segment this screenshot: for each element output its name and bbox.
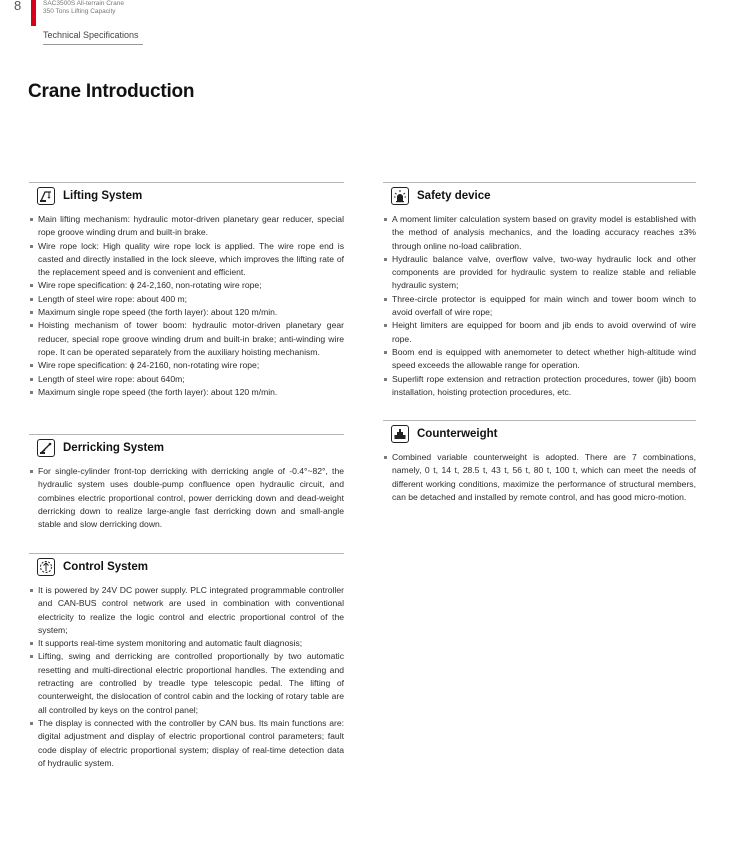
list-item: Main lifting mechanism: hydraulic motor-driven planetary gear reducer, special rope groove winding drum and built-in brake. [29,213,344,240]
section-header [29,439,344,457]
item-list [29,584,344,770]
page-title: Crane Introduction [28,80,195,102]
section-title: Lifting System [63,190,143,202]
list-item: Height limiters are equipped for boom and jib ends to avoid overwind of wire rope. [383,319,696,346]
section-header [383,187,696,205]
control-icon [37,558,55,576]
section-title: Derricking System [63,442,164,454]
list-item: It supports real-time system monitoring and automatic fault diagnosis; [29,637,344,650]
product-name: SAC3500S All-terrain Crane [43,0,124,7]
page-number: 8 [14,0,22,13]
section-derricking-system [29,434,344,531]
counterweight-icon [391,425,409,443]
list-item: It is powered by 24V DC power supply. PLC integrated programmable controller and CAN-BUS control network are used in combination with conventional electricity to realize the logic control and electric proportional control of the system; [29,584,344,637]
item-list [383,451,696,504]
section-lifting-system [29,182,344,399]
section-control-system [29,553,344,770]
section-header [29,558,344,576]
accent-bar [31,0,36,26]
list-item: Maximum single rope speed (the forth layer): about 120 m/min. [29,306,344,319]
list-item: Length of steel wire rope: about 640m; [29,373,344,386]
list-item: Superlift rope extension and retraction protection procedures, tower (jib) boom installation, hoisting protection procedures, etc. [383,373,696,400]
section-title: Control System [63,561,148,573]
safety-icon [391,187,409,205]
section-rule [29,182,344,183]
header-divider [43,44,143,45]
list-item: Wire rope specification: ϕ 24-2160, non-rotating wire rope; [29,359,344,372]
section-rule [383,182,696,183]
section-rule [383,420,696,421]
lifting-icon [37,187,55,205]
derricking-icon [37,439,55,457]
list-item: The display is connected with the controller by CAN bus. Its main functions are: digital adjustment and display of electric proportional control parameters; fault code display of electric proportional system; display of real-time detection data of hydraulic system. [29,717,344,770]
list-item: For single-cylinder front-top derricking with derricking angle of -0.4°~82°, the hydraulic system uses double-pump confluence open hydraulic circuit, and combines electric proportional control, power derricking down and dead-weight derricking down to realize large-angle fast derricking down and small-angle stable and slow derricking down. [29,465,344,531]
section-rule [29,434,344,435]
item-list [29,213,344,399]
section-title: Counterweight [417,428,498,440]
product-capacity: 350 Tons Lifting Capacity [43,8,116,15]
section-header [383,425,696,443]
list-item: Three-circle protector is equipped for main winch and tower boom winch to avoid overfall of wire rope; [383,293,696,320]
list-item: Hydraulic balance valve, overflow valve, two-way hydraulic lock and other components are provided for hydraulic system to realize stable and reliable hydraulic system; [383,253,696,293]
list-item: Wire rope lock: High quality wire rope lock is applied. The wire rope end is casted and directly installed in the lock sleeve, which improves the lifting rate of the replacement speed and is convenient and efficient. [29,240,344,280]
list-item: Maximum single rope speed (the forth layer): about 120 m/min. [29,386,344,399]
list-item: Length of steel wire rope: about 400 m; [29,293,344,306]
list-item: Wire rope specification: ϕ 24-2,160, non-rotating wire rope; [29,279,344,292]
list-item: Boom end is equipped with anemometer to detect whether high-altitude wind speed exceeds the allowable range for operation. [383,346,696,373]
section-rule [29,553,344,554]
list-item: A moment limiter calculation system based on gravity model is established with the method of analysis mechanics, and the loading accuracy reaches ±3% through online no-load calibration. [383,213,696,253]
section-counterweight [383,420,696,504]
list-item: Lifting, swing and derricking are controlled proportionally by two automatic resetting and multi-directional electric proportional handles. The extending and retracting are controlled by treadle type telescopic pedal. The lifting of counterweight, the dislocation of control cabin and the locking of rotary table are all controlled by keys on the control panel; [29,650,344,716]
section-safety-device [383,182,696,399]
section-header [29,187,344,205]
section-title: Safety device [417,190,491,202]
item-list [383,213,696,399]
header-section-label: Technical Specifications [43,30,139,40]
list-item: Hoisting mechanism of tower boom: hydraulic motor-driven planetary gear reducer, special rope groove winding drum and built-in brake; anti-winding wire rope. It can be operated separately from the auxiliary hoisting mechanism. [29,319,344,359]
list-item: Combined variable counterweight is adopted. There are 7 combinations, namely, 0 t, 14 t, 28.5 t, 43 t, 56 t, 80 t, 100 t, which can meet the needs of different working conditions, maximize the performance of structural members, can be detached and installed by remote control, and has good micro-motion. [383,451,696,504]
item-list [29,465,344,531]
